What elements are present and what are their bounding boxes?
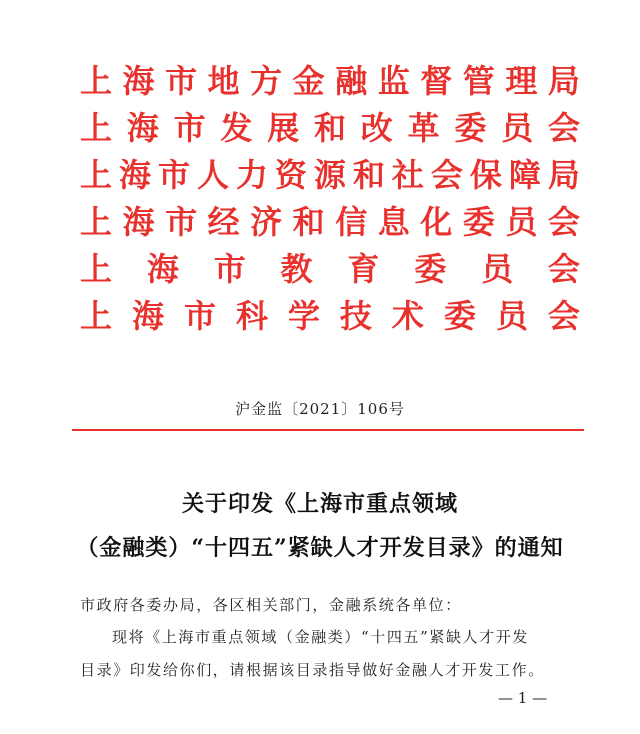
issuer-char: 融 bbox=[335, 62, 368, 100]
issuer-char: 海 bbox=[131, 297, 164, 335]
issuer-char: 上 bbox=[80, 62, 113, 100]
issuer-char: 力 bbox=[235, 156, 268, 194]
issuer-char: 障 bbox=[508, 156, 541, 194]
issuer-char: 地 bbox=[207, 62, 240, 100]
issuer-char: 和 bbox=[313, 109, 346, 147]
issuer-char: 海 bbox=[122, 203, 155, 241]
document-title-line-1: 关于印发《上海市重点领域 bbox=[181, 491, 458, 517]
issuer-char: 员 bbox=[481, 250, 514, 288]
issuer-char: 源 bbox=[313, 156, 346, 194]
issuer-char: 金 bbox=[292, 62, 325, 100]
issuer-char: 和 bbox=[292, 203, 325, 241]
issuer-char: 会 bbox=[547, 297, 580, 335]
issuing-authorities bbox=[0, 58, 640, 340]
body-paragraph-line-2: 目录》印发给你们，请根据该目录指导做好金融人才开发工作。 bbox=[80, 661, 545, 679]
issuer-char: 局 bbox=[547, 62, 580, 100]
issuer-char: 上 bbox=[80, 297, 113, 335]
issuer-char: 发 bbox=[220, 109, 253, 147]
issuer-char: 科 bbox=[235, 297, 268, 335]
issuer-char: 会 bbox=[430, 156, 463, 194]
issuer-char: 会 bbox=[547, 203, 580, 241]
issuer-char: 员 bbox=[505, 203, 538, 241]
document-number: 沪金监〔2021〕106号 bbox=[235, 400, 405, 418]
issuer-char: 和 bbox=[352, 156, 385, 194]
issuer-line bbox=[80, 152, 580, 199]
issuer-char: 委 bbox=[454, 109, 487, 147]
issuer-char: 经 bbox=[207, 203, 240, 241]
issuer-char: 信 bbox=[335, 203, 368, 241]
issuer-char: 市 bbox=[173, 109, 206, 147]
issuer-char: 术 bbox=[391, 297, 424, 335]
issuer-char: 社 bbox=[391, 156, 424, 194]
issuer-char: 会 bbox=[547, 109, 580, 147]
issuer-char: 员 bbox=[495, 297, 528, 335]
issuer-char: 息 bbox=[377, 203, 410, 241]
issuer-char: 海 bbox=[126, 109, 159, 147]
issuer-line bbox=[80, 246, 580, 293]
issuer-char: 上 bbox=[80, 109, 113, 147]
issuer-line bbox=[80, 58, 580, 105]
body-paragraph-line-1: 现将《上海市重点领域（金融类）“十四五”紧缺人才开发 bbox=[112, 628, 529, 646]
issuer-char: 化 bbox=[420, 203, 453, 241]
issuer-char: 方 bbox=[250, 62, 283, 100]
issuer-char: 济 bbox=[250, 203, 283, 241]
issuer-char: 展 bbox=[267, 109, 300, 147]
issuer-char: 海 bbox=[122, 62, 155, 100]
page-number: — 1 — bbox=[498, 689, 548, 707]
issuer-char: 员 bbox=[501, 109, 534, 147]
issuer-char: 上 bbox=[80, 250, 113, 288]
issuer-char: 市 bbox=[157, 156, 190, 194]
issuer-char: 管 bbox=[462, 62, 495, 100]
issuer-char: 局 bbox=[547, 156, 580, 194]
issuer-char: 技 bbox=[339, 297, 372, 335]
issuer-char: 资 bbox=[274, 156, 307, 194]
issuer-char: 教 bbox=[280, 250, 313, 288]
issuer-char: 委 bbox=[414, 250, 447, 288]
issuer-char: 保 bbox=[469, 156, 502, 194]
issuer-char: 委 bbox=[462, 203, 495, 241]
issuer-char: 市 bbox=[183, 297, 216, 335]
document-title-line-2: （金融类）“十四五”紧缺人才开发目录》的通知 bbox=[76, 535, 564, 561]
issuer-char: 学 bbox=[287, 297, 320, 335]
issuer-char: 海 bbox=[146, 250, 179, 288]
issuer-char: 改 bbox=[360, 109, 393, 147]
issuer-char: 监 bbox=[377, 62, 410, 100]
issuer-char: 督 bbox=[420, 62, 453, 100]
issuer-line bbox=[80, 293, 580, 340]
red-divider-line bbox=[72, 429, 584, 431]
issuer-char: 市 bbox=[165, 203, 198, 241]
issuer-char: 育 bbox=[347, 250, 380, 288]
issuer-char: 市 bbox=[213, 250, 246, 288]
issuer-char: 人 bbox=[196, 156, 229, 194]
issuer-char: 委 bbox=[443, 297, 476, 335]
issuer-char: 海 bbox=[118, 156, 151, 194]
issuer-char: 会 bbox=[547, 250, 580, 288]
issuer-char: 市 bbox=[165, 62, 198, 100]
issuer-char: 上 bbox=[80, 203, 113, 241]
salutation: 市政府各委办局，各区相关部门，金融系统各单位： bbox=[80, 596, 462, 614]
issuer-char: 上 bbox=[80, 156, 113, 194]
issuer-line bbox=[80, 105, 580, 152]
issuer-char: 理 bbox=[505, 62, 538, 100]
issuer-char: 革 bbox=[407, 109, 440, 147]
issuer-line bbox=[80, 199, 580, 246]
